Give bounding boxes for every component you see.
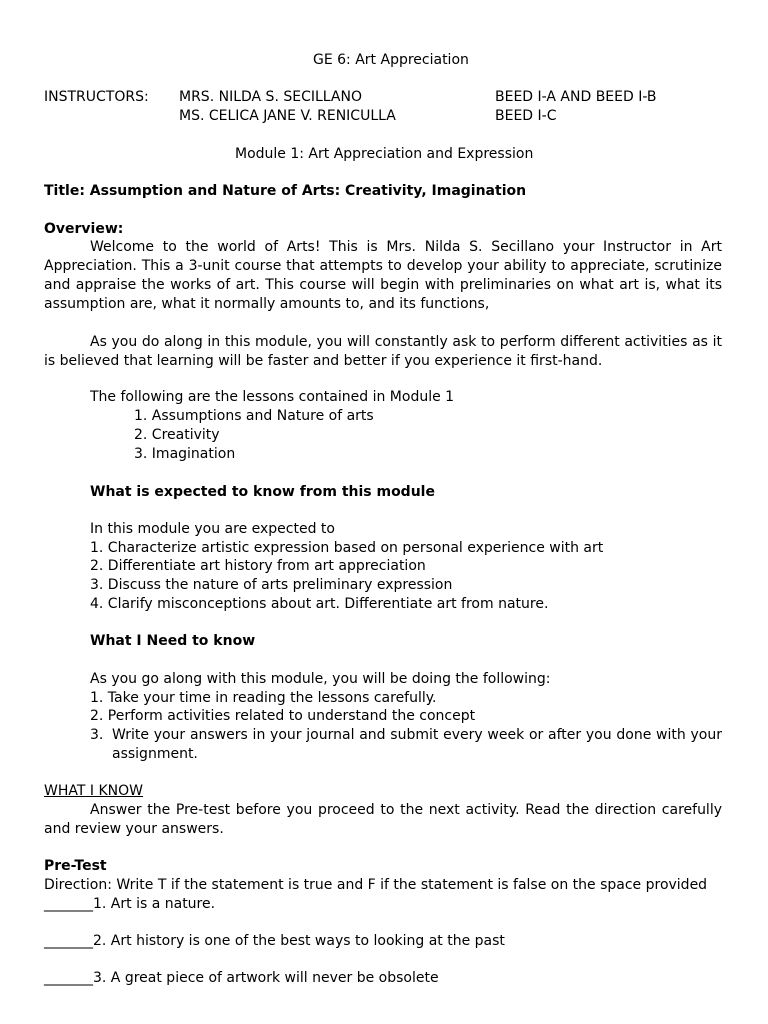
lesson-item: 3. Imagination bbox=[134, 446, 236, 462]
expected-intro: In this module you are expected to bbox=[90, 521, 335, 537]
expected-item: 4. Clarify misconceptions about art. Differentiate art from nature. bbox=[90, 596, 549, 612]
need-to-know-heading: What I Need to know bbox=[90, 633, 256, 649]
module-title: Module 1: Art Appreciation and Expression bbox=[235, 146, 534, 162]
instructor-name: MS. CELICA JANE V. RENICULLA bbox=[179, 108, 396, 124]
pretest-item: _______2. Art history is one of the best ways to looking at the past bbox=[44, 933, 505, 949]
instructor-section: BEED I-A AND BEED I-B bbox=[495, 89, 657, 105]
need-to-know-item: 1. Take your time in reading the lessons carefully. bbox=[90, 690, 437, 706]
need-to-know-intro: As you go along with this module, you will be doing the following: bbox=[90, 671, 551, 687]
pretest-item: _______3. A great piece of artwork will never be obsolete bbox=[44, 970, 439, 986]
pretest-heading: Pre-Test bbox=[44, 858, 107, 874]
instructor-name: MRS. NILDA S. SECILLANO bbox=[179, 89, 362, 105]
document-title: Title: Assumption and Nature of Arts: Creativity, Imagination bbox=[44, 183, 527, 199]
what-i-know-heading: WHAT I KNOW bbox=[44, 783, 143, 799]
overview-paragraph: Welcome to the world of Arts! This is Mrs. Nilda S. Secillano your Instructor in Art Appreciation. This a 3-unit course that attempts to develop your ability to appreciate, scrutinize and appraise the works of art. This course will begin with preliminaries on what art is, what its assumption are, what it normally amounts to, and its functions, bbox=[44, 239, 722, 312]
expected-item: 2. Differentiate art history from art appreciation bbox=[90, 558, 426, 574]
what-i-know-text: Answer the Pre-test before you proceed to the next activity. Read the direction carefully and review your answers. bbox=[44, 802, 722, 837]
need-to-know-item-number: 3. bbox=[90, 727, 104, 743]
need-to-know-item: 2. Perform activities related to understand the concept bbox=[90, 708, 476, 724]
lesson-item: 1. Assumptions and Nature of arts bbox=[134, 408, 374, 424]
lessons-intro: The following are the lessons contained in Module 1 bbox=[90, 389, 455, 405]
lesson-item: 2. Creativity bbox=[134, 427, 220, 443]
overview-paragraph: As you do along in this module, you will constantly ask to perform different activities as it is believed that learning will be faster and better if you experience it first-hand. bbox=[44, 334, 722, 369]
pretest-direction: Direction: Write T if the statement is true and F if the statement is false on the space provided bbox=[44, 877, 708, 893]
need-to-know-item: Write your answers in your journal and submit every week or after you done with your assignment. bbox=[112, 727, 722, 762]
expected-heading: What is expected to know from this module bbox=[90, 484, 435, 500]
instructors-label: INSTRUCTORS: bbox=[44, 89, 149, 105]
pretest-item: _______1. Art is a nature. bbox=[44, 896, 216, 912]
instructor-section: BEED I-C bbox=[495, 108, 557, 124]
expected-item: 1. Characterize artistic expression based on personal experience with art bbox=[90, 540, 604, 556]
course-title: GE 6: Art Appreciation bbox=[313, 52, 469, 68]
overview-heading: Overview: bbox=[44, 221, 124, 237]
expected-item: 3. Discuss the nature of arts preliminary expression bbox=[90, 577, 453, 593]
